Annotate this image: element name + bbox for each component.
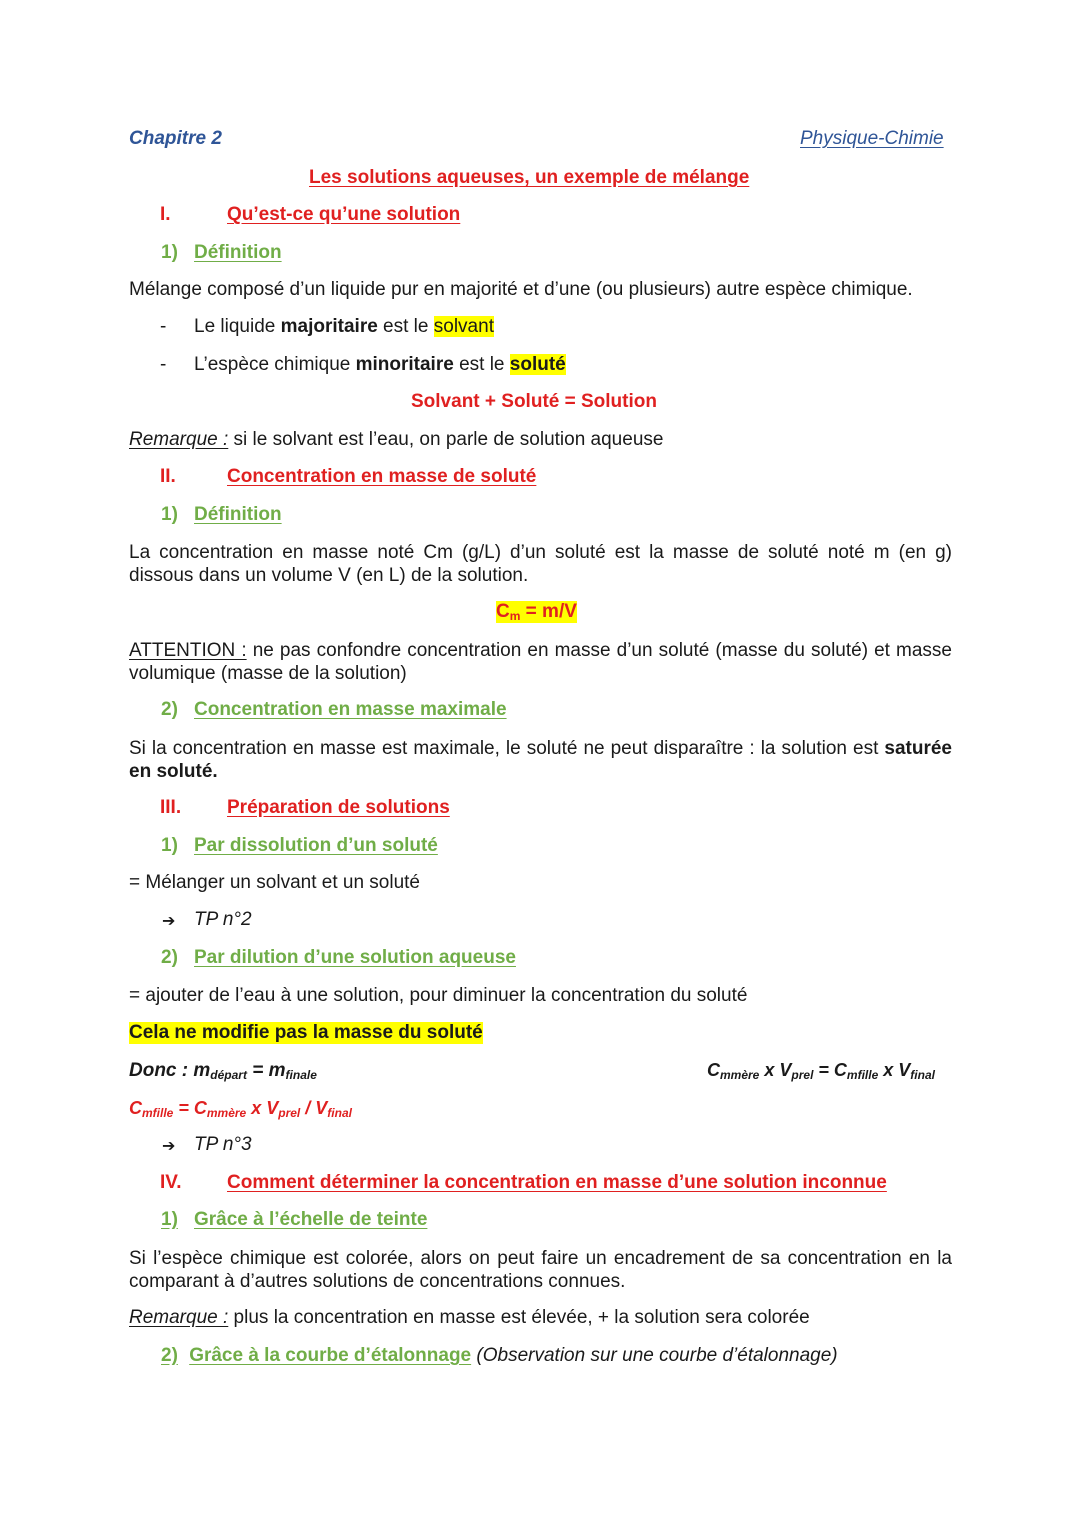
- c-symbol: C: [129, 1098, 142, 1118]
- eq-sign: =: [173, 1098, 194, 1118]
- s4-sub2-number: 2): [161, 1345, 178, 1366]
- s4-sub1-title: Grâce à l’échelle de teinte: [194, 1209, 428, 1230]
- v-symbol: V: [266, 1098, 279, 1118]
- tp3-label: TP n°3: [194, 1134, 252, 1155]
- highlight-solvant: solvant: [433, 316, 494, 337]
- bullet-text: Le liquide: [194, 316, 281, 337]
- donc-equation: [129, 1060, 317, 1082]
- donc-label: Donc :: [129, 1060, 194, 1081]
- m-sub: finale: [285, 1068, 317, 1082]
- s1-sub1-number: 1): [161, 242, 178, 263]
- section-4-title: Comment déterminer la concentration en masse d’une solution inconnue: [227, 1172, 887, 1193]
- arrow-icon: ➔: [162, 1138, 176, 1155]
- s2-sub2-title: Concentration en masse maximale: [194, 699, 507, 720]
- s2-max-text: [129, 737, 952, 783]
- s2-sub1-number: 1): [161, 504, 178, 525]
- v-sub: prel: [791, 1068, 814, 1082]
- s3-sub1-number: 1): [161, 835, 178, 856]
- eq-sign: =: [246, 1060, 269, 1081]
- v-symbol: V: [315, 1098, 328, 1118]
- s3-sub2-number: 2): [161, 947, 178, 968]
- formula-sub: m: [509, 609, 521, 623]
- section-4-number: IV.: [160, 1172, 182, 1193]
- section-2-title: Concentration en masse de soluté: [227, 466, 537, 487]
- remark-label: Remarque :: [129, 1307, 229, 1328]
- bullet-text: est le: [377, 316, 434, 337]
- s4-sub2: [161, 1345, 838, 1367]
- v-sub: final: [327, 1106, 352, 1120]
- s2-sub1-title: Définition: [194, 504, 282, 525]
- max-text: Si la concentration en masse est maximale, le soluté ne peut disparaître : la solution est: [129, 738, 885, 759]
- formula-cm: [496, 601, 577, 623]
- c-sub: mfille: [846, 1068, 879, 1082]
- remark-label: Remarque :: [129, 429, 229, 450]
- m-symbol: m: [268, 1060, 286, 1081]
- times-sign: x: [878, 1060, 899, 1080]
- arrow-icon: ➔: [162, 913, 176, 930]
- max-bold: saturée en soluté.: [129, 738, 952, 782]
- s1-definition-text: Mélange composé d’un liquide pur en majorité et d’une (ou plusieurs) autre espèce chimique.: [129, 279, 913, 300]
- cfille-formula: [129, 1098, 352, 1120]
- m-sub: départ: [210, 1068, 247, 1082]
- c-symbol: C: [833, 1060, 847, 1080]
- formula-rest: = m/V: [520, 601, 577, 622]
- times-sign: x: [246, 1098, 267, 1118]
- dilution-highlight: Cela ne modifie pas la masse du soluté: [129, 1022, 483, 1043]
- bullet-text: L’espèce chimique: [194, 354, 356, 375]
- v-symbol: V: [898, 1060, 911, 1080]
- remark-text: si le solvant est l’eau, on parle de solution aqueuse: [228, 429, 664, 450]
- c-sub: mfille: [142, 1106, 174, 1120]
- c-symbol: C: [707, 1060, 720, 1080]
- bullet-solute: [194, 354, 566, 376]
- v-symbol: V: [779, 1060, 792, 1080]
- s1-remark: [129, 429, 663, 451]
- bullet-solvant: [194, 316, 494, 338]
- attention-text: ne pas confondre concentration en masse d’un soluté (masse du soluté) et masse volumique (masse de la solution): [129, 640, 953, 684]
- attention-note: [129, 639, 952, 685]
- s3-sub2-title: Par dilution d’une solution aqueuse: [194, 947, 516, 968]
- section-3-number: III.: [160, 797, 182, 818]
- highlight-solute: soluté: [509, 354, 566, 375]
- attention-label: ATTENTION :: [129, 640, 247, 661]
- s4-sub2-note: (Observation sur une courbe d’étalonnage): [471, 1345, 838, 1366]
- c-sub: mmère: [720, 1068, 760, 1082]
- section-3-title: Préparation de solutions: [227, 797, 450, 818]
- bullet-dash: -: [160, 316, 167, 337]
- formula-c: C: [496, 601, 510, 622]
- bullet-bold: majoritaire: [280, 316, 378, 337]
- s4-sub1-number: 1): [161, 1209, 178, 1230]
- bullet-dash: -: [160, 354, 167, 375]
- v-sub: final: [910, 1068, 935, 1082]
- page-title: Les solutions aqueuses, un exemple de mélange: [309, 167, 750, 188]
- subject-label: Physique-Chimie: [800, 128, 944, 149]
- section-2-number: II.: [160, 466, 176, 487]
- s4-sub2-title: Grâce à la courbe d’étalonnage: [189, 1345, 472, 1366]
- s4-teinte-text: Si l’espèce chimique est colorée, alors on peut faire un encadrement de sa concentration en la comparant à d’autres solutions de concentrations connues.: [129, 1248, 952, 1292]
- dissolution-text: = Mélanger un solvant et un soluté: [129, 872, 420, 893]
- div-sign: /: [300, 1098, 316, 1118]
- times-sign: x: [759, 1060, 780, 1080]
- s2-sub2-number: 2): [161, 699, 178, 720]
- s2-definition-text: La concentration en masse noté Cm (g/L) d’un soluté est la masse de soluté noté m (en g) dissous dans un volume V (en L) de la solution.: [129, 542, 952, 586]
- section-1-title: Qu’est-ce qu’une solution: [227, 204, 461, 225]
- chapter-label: Chapitre 2: [129, 128, 222, 149]
- c-symbol: C: [193, 1098, 207, 1118]
- formula-solution: Solvant + Soluté = Solution: [411, 391, 657, 412]
- m-symbol: m: [193, 1060, 211, 1081]
- section-1-number: I.: [160, 204, 171, 225]
- bullet-bold: minoritaire: [355, 354, 454, 375]
- bullet-text: est le: [453, 354, 510, 375]
- s3-sub1-title: Par dissolution d’un soluté: [194, 835, 438, 856]
- dilution-text: = ajouter de l’eau à une solution, pour diminuer la concentration du soluté: [129, 985, 748, 1006]
- s1-sub1-title: Définition: [194, 242, 282, 263]
- eq-sign: =: [813, 1060, 834, 1080]
- concentration-relation: [707, 1060, 935, 1082]
- s4-remark: [129, 1307, 810, 1329]
- tp2-label: TP n°2: [194, 909, 252, 930]
- v-sub: prel: [278, 1106, 301, 1120]
- remark-text: plus la concentration en masse est élevée, + la solution sera colorée: [228, 1307, 810, 1328]
- c-sub: mmère: [206, 1106, 247, 1120]
